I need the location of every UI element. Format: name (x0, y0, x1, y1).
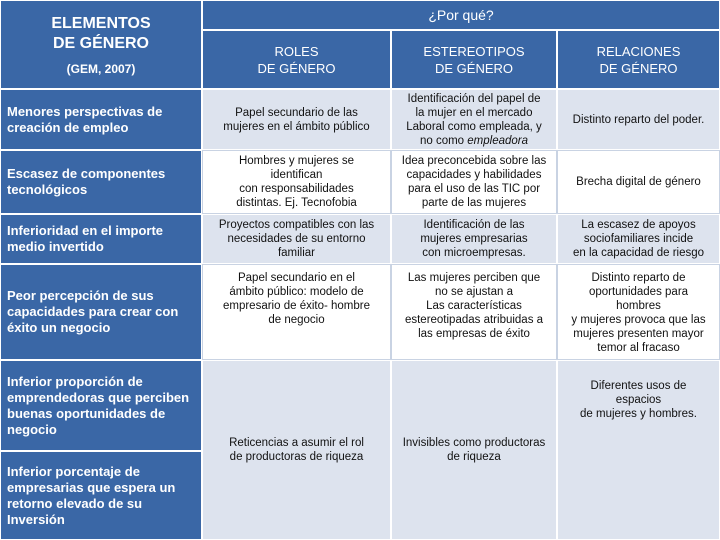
cell-relaciones-merged: Diferentes usos de espacios de mujeres y hombres. (557, 360, 720, 540)
table-title-line-2: DE GÉNERO (52, 34, 149, 52)
cell-relaciones-tecnologicos: Brecha digital de género (557, 150, 720, 214)
cell-estereotipos-percepcion: Las mujeres perciben que no se ajustan a Las características estereotipadas atribuidas a las empresas de éxito (391, 264, 557, 360)
row-label-retorno: Inferior porcentaje de empresarias que espera un retorno elevado de su Inversión (0, 451, 202, 540)
row-label-importe: Inferioridad en el importe medio invertido (0, 214, 202, 264)
cell-roles-percepcion: Papel secundario en el ámbito público: modelo de empresario de éxito- hombre de negocio (202, 264, 391, 360)
cell-relaciones-percepcion: Distinto reparto de oportunidades para hombres y mujeres provoca que las mujeres presenten mayor temor al fracaso (557, 264, 720, 360)
row-label-percepcion: Peor percepción de sus capacidades para crear con éxito un negocio (0, 264, 202, 360)
column-header-relaciones: RELACIONES DE GÉNERO (557, 30, 720, 89)
table-title-line-1: ELEMENTOS (51, 14, 151, 32)
row-label-empleo: Menores perspectivas de creación de empleo (0, 89, 202, 150)
cell-roles-merged: Reticencias a asumir el rol de productoras de riqueza (202, 360, 391, 540)
cell-estereotipos-empleo-emphasis: empleadora (467, 134, 529, 147)
column-header-estereotipos: ESTEREOTIPOS DE GÉNERO (391, 30, 557, 89)
cell-estereotipos-empleo (391, 89, 557, 150)
cell-estereotipos-tecnologicos: Idea preconcebida sobre las capacidades y habilidades para el uso de las TIC por parte de las mujeres (391, 150, 557, 214)
table-title-cell (0, 0, 202, 89)
cell-estereotipos-merged: Invisibles como productoras de riqueza (391, 360, 557, 540)
cell-relaciones-importe: La escasez de apoyos sociofamiliares incide en la capacidad de riesgo (557, 214, 720, 264)
cell-estereotipos-empleo-text: Identificación del papel de la mujer en el mercado Laboral como empleada, y no como (406, 92, 542, 147)
column-header-roles: ROLES DE GÉNERO (202, 30, 391, 89)
row-label-oportunidades: Inferior proporción de emprendedoras que perciben buenas oportunidades de negocio (0, 360, 202, 451)
row-label-tecnologicos: Escasez de componentes tecnológicos (0, 150, 202, 214)
table-source: (GEM, 2007) (66, 61, 136, 76)
cell-relaciones-empleo: Distinto reparto del poder. (557, 89, 720, 150)
cell-roles-importe: Proyectos compatibles con las necesidades de su entorno familiar (202, 214, 391, 264)
cell-estereotipos-importe: Identificación de las mujeres empresarias con microempresas. (391, 214, 557, 264)
why-header-label: ¿Por qué? (428, 7, 494, 23)
cell-roles-tecnologicos: Hombres y mujeres se identifican con responsabilidades distintas. Ej. Tecnofobia (202, 150, 391, 214)
cell-roles-empleo: Papel secundario de las mujeres en el ámbito público (202, 89, 391, 150)
why-header (202, 0, 720, 30)
